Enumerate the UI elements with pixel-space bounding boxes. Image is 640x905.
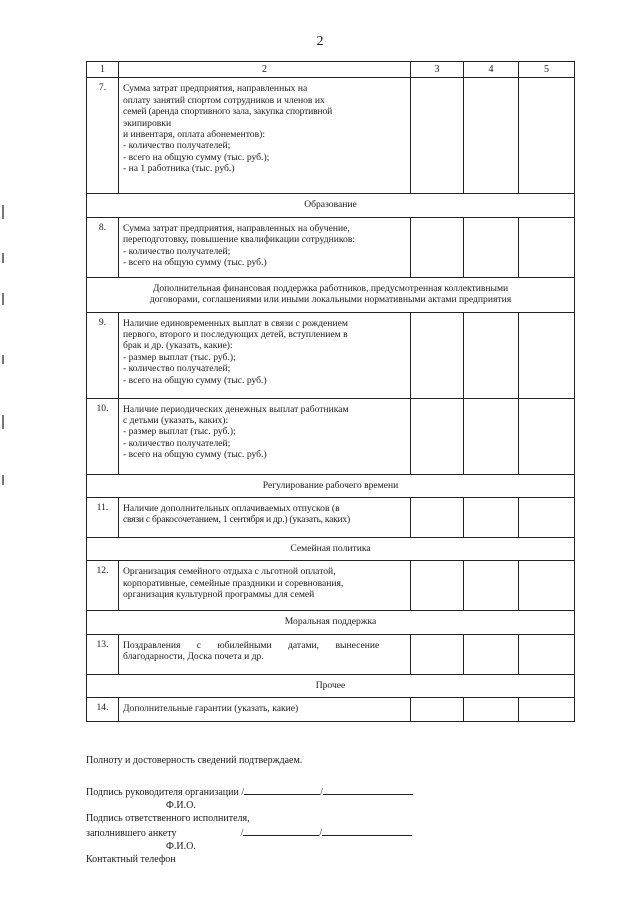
value-cell[interactable] bbox=[519, 634, 575, 674]
row-line: брак и др. (указать, какие): bbox=[123, 340, 233, 352]
section-title: Семейная политика bbox=[87, 538, 575, 561]
value-cell[interactable] bbox=[411, 217, 464, 277]
row-line: Организация семейного отдыха с льготной оплатой, bbox=[123, 566, 336, 578]
row-line: и инвентаря, оплата абонементов): bbox=[123, 129, 265, 141]
slash: / bbox=[320, 787, 323, 798]
row-line: - размер выплат (тыс. руб.); bbox=[123, 351, 236, 363]
row-line: - количество получателей; bbox=[123, 245, 231, 257]
row-line: первого, второго и последующих детей, вступлением в bbox=[123, 329, 348, 341]
executor-label: Подпись ответственного исполнителя, bbox=[86, 813, 250, 824]
value-cell[interactable] bbox=[519, 78, 575, 194]
row-text bbox=[119, 312, 411, 398]
head-signature-label: Подпись руководителя организации / bbox=[86, 787, 245, 798]
survey-table bbox=[86, 61, 575, 722]
value-cell[interactable] bbox=[464, 634, 519, 674]
fio-label: Ф.И.О. bbox=[166, 841, 196, 852]
row-line: - всего на общую сумму (тыс. руб.) bbox=[123, 374, 267, 386]
table-row-11 bbox=[87, 498, 575, 538]
table-row-9 bbox=[87, 312, 575, 398]
row-text bbox=[119, 398, 411, 474]
fio-label: Ф.И.О. bbox=[166, 800, 196, 811]
value-cell[interactable] bbox=[519, 698, 575, 722]
table-row-14 bbox=[87, 698, 575, 722]
row-line: - на 1 работника (тыс. руб.) bbox=[123, 163, 235, 175]
value-cell[interactable] bbox=[464, 698, 519, 722]
value-cell[interactable] bbox=[519, 498, 575, 538]
row-line: экипировки bbox=[123, 117, 172, 129]
value-cell[interactable] bbox=[411, 78, 464, 194]
table-row-13 bbox=[87, 634, 575, 674]
section-title: Моральная поддержка bbox=[87, 611, 575, 634]
row-number: 12. bbox=[87, 561, 119, 611]
row-line: - всего на общую сумму (тыс. руб.); bbox=[123, 151, 270, 163]
section-other bbox=[87, 674, 575, 697]
value-cell[interactable] bbox=[411, 561, 464, 611]
row-number: 14. bbox=[87, 698, 119, 722]
table-row-8 bbox=[87, 217, 575, 277]
header-col-2: 2 bbox=[119, 62, 411, 78]
value-cell[interactable] bbox=[464, 78, 519, 194]
header-col-5: 5 bbox=[519, 62, 575, 78]
row-line: организация культурной программы для семей bbox=[123, 589, 315, 601]
header-col-4: 4 bbox=[464, 62, 519, 78]
row-text bbox=[119, 217, 411, 277]
signature-block bbox=[86, 754, 606, 866]
row-line: Наличие периодических денежных выплат работникам bbox=[123, 403, 349, 415]
row-line: Сумма затрат предприятия, направленных на bbox=[123, 83, 308, 95]
value-cell[interactable] bbox=[464, 398, 519, 474]
row-line: с детьми (указать, каких): bbox=[123, 415, 229, 427]
row-number: 7. bbox=[87, 78, 119, 194]
row-line: Наличие единовременных выплат в связи с рождением bbox=[123, 317, 348, 329]
value-cell[interactable] bbox=[519, 398, 575, 474]
table-header-row bbox=[87, 62, 575, 78]
slash: / bbox=[240, 828, 244, 839]
table-row-10 bbox=[87, 398, 575, 474]
value-cell[interactable] bbox=[411, 634, 464, 674]
value-cell[interactable] bbox=[411, 498, 464, 538]
value-cell[interactable] bbox=[464, 217, 519, 277]
value-cell[interactable] bbox=[411, 698, 464, 722]
row-line: - размер выплат (тыс. руб.); bbox=[123, 426, 236, 438]
value-cell[interactable] bbox=[411, 398, 464, 474]
row-line: связи с бракосочетанием, 1 сентября и др.) (указать, каких) bbox=[123, 514, 350, 526]
executor-name-field[interactable] bbox=[322, 825, 412, 836]
row-line: - количество получателей; bbox=[123, 140, 231, 152]
value-cell[interactable] bbox=[464, 561, 519, 611]
header-col-3: 3 bbox=[411, 62, 464, 78]
row-number: 11. bbox=[87, 498, 119, 538]
row-text bbox=[119, 78, 411, 194]
row-line: благодарности, Доска почета и др. bbox=[123, 651, 264, 663]
section-education bbox=[87, 194, 575, 217]
head-signature-field[interactable] bbox=[244, 784, 320, 795]
row-number: 8. bbox=[87, 217, 119, 277]
section-financial-support bbox=[87, 277, 575, 312]
section-family-policy bbox=[87, 538, 575, 561]
row-line: - количество получателей; bbox=[123, 437, 231, 449]
header-col-1: 1 bbox=[87, 62, 119, 78]
row-number: 10. bbox=[87, 398, 119, 474]
row-text bbox=[119, 634, 411, 674]
executor-signature-field[interactable] bbox=[243, 825, 319, 836]
section-line: договорами, соглашениями или иными локальными нормативными актами предприятия bbox=[149, 294, 512, 306]
section-title: Регулирование рабочего времени bbox=[87, 474, 575, 497]
row-line: Сумма затрат предприятия, направленных на обучение, bbox=[123, 222, 350, 234]
row-line: переподготовку, повышение квалификации сотрудников: bbox=[123, 234, 356, 246]
row-line: - количество получателей; bbox=[123, 363, 231, 375]
phone-label: Контактный телефон bbox=[86, 854, 176, 865]
margin-marks bbox=[2, 205, 6, 505]
row-number: 9. bbox=[87, 312, 119, 398]
row-text bbox=[119, 498, 411, 538]
head-signature-line bbox=[86, 784, 606, 799]
executor-signature-line bbox=[86, 825, 606, 840]
slash: / bbox=[319, 828, 323, 839]
value-cell[interactable] bbox=[464, 498, 519, 538]
value-cell[interactable] bbox=[519, 312, 575, 398]
value-cell[interactable] bbox=[519, 217, 575, 277]
row-line: - всего на общую сумму (тыс. руб.) bbox=[123, 257, 267, 269]
section-title: Прочее bbox=[87, 674, 575, 697]
section-title bbox=[87, 277, 575, 312]
executor-label-2: заполнившего анкету bbox=[86, 828, 177, 839]
confirmation-text: Полноту и достоверность сведений подтверждаем. bbox=[86, 755, 303, 766]
row-number: 13. bbox=[87, 634, 119, 674]
row-line: Поздравления с юбилейными датами, вынесение bbox=[123, 639, 380, 651]
value-cell[interactable] bbox=[464, 312, 519, 398]
section-moral-support bbox=[87, 611, 575, 634]
value-cell[interactable] bbox=[519, 561, 575, 611]
row-text bbox=[119, 698, 411, 722]
row-line: оплату занятий спортом сотрудников и членов их bbox=[123, 94, 325, 106]
row-text bbox=[119, 561, 411, 611]
row-line: Дополнительные гарантии (указать, какие) bbox=[123, 703, 299, 715]
head-name-field[interactable] bbox=[323, 784, 413, 795]
section-working-time bbox=[87, 474, 575, 497]
row-line: семей (аренда спортивного зала, закупка спортивной bbox=[123, 106, 333, 118]
section-title: Образование bbox=[87, 194, 575, 217]
table-row-7 bbox=[87, 78, 575, 194]
row-line: корпоративные, семейные праздники и соревнования, bbox=[123, 577, 344, 589]
row-line: - всего на общую сумму (тыс. руб.) bbox=[123, 449, 267, 461]
table-row-12 bbox=[87, 561, 575, 611]
page-number: 2 bbox=[316, 34, 324, 49]
section-line: Дополнительная финансовая поддержка работников, предусмотренная коллективными bbox=[152, 282, 509, 294]
value-cell[interactable] bbox=[411, 312, 464, 398]
row-line: Наличие дополнительных оплачиваемых отпусков (в bbox=[123, 503, 340, 515]
